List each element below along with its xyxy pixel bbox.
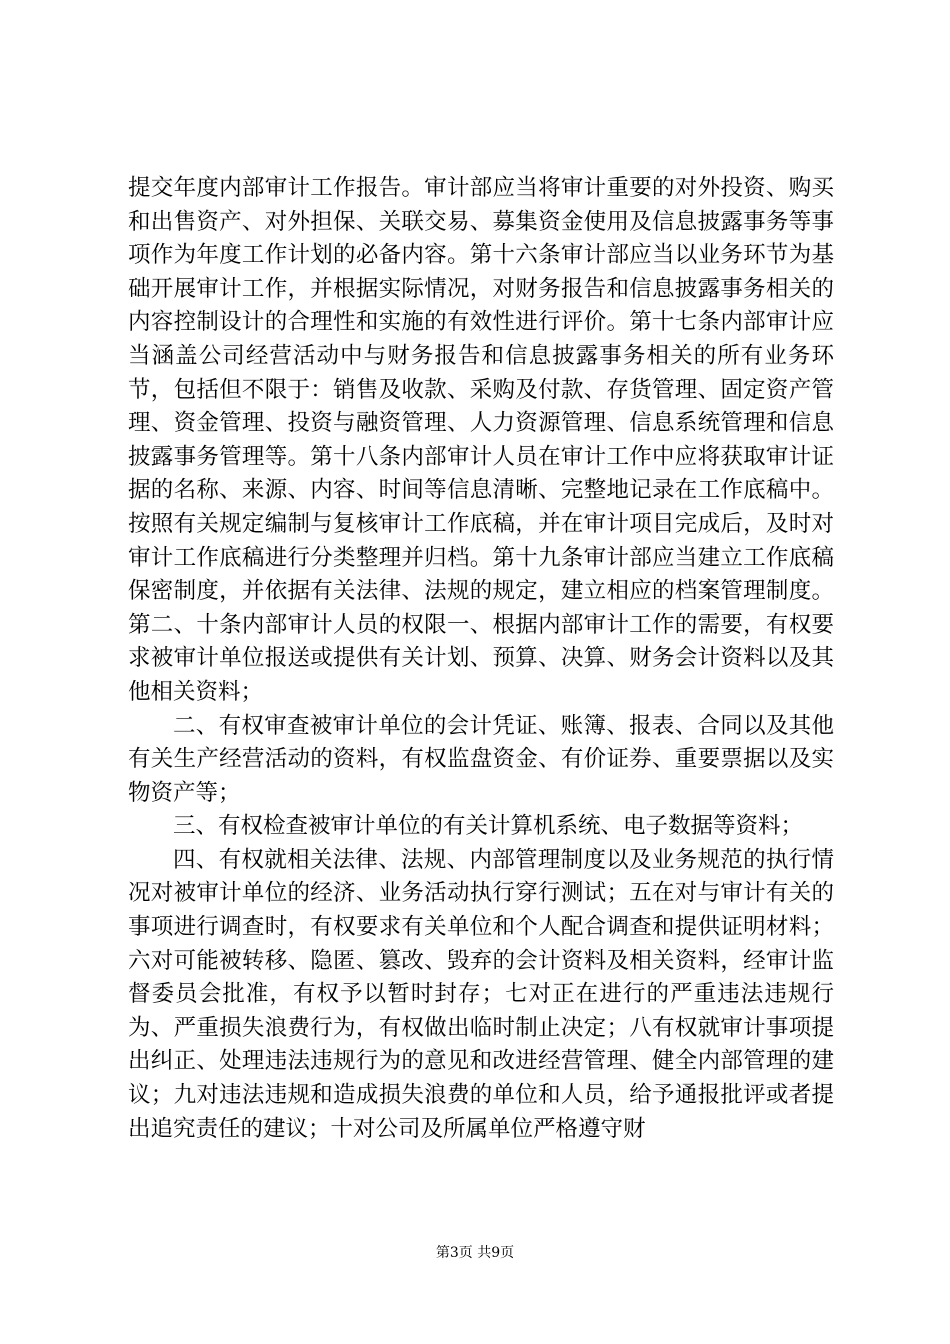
document-body	[128, 172, 834, 1146]
paragraph-3: 三、有权检查被审计单位的有关计算机系统、电子数据等资料；	[173, 813, 804, 840]
paragraph-4: 四、有权就相关法律、法规、内部管理制度以及业务规范的执行情况对被审计单位的经济、业务活动执行穿行测试；五在对与审计有关的事项进行调查时，有权要求有关单位和个人配合调查和提供证明材料；六对可能被转移、隐匿、篡改、毁弃的会计资料及相关资料，经审计监督委员会批准，有权予以暂时封存；七对正在进行的严重违法违规行为、严重损失浪费行为，有权做出临时制止决定；八有权就审计事项提出纠正、处理违法违规行为的意见和改进经营管理、健全内部管理的建议；九对违法违规和造成损失浪费的单位和人员，给予通报批评或者提出追究责任的建议；十对公司及所属单位严格遵守财	[128, 846, 834, 1142]
paragraph-2: 二、有权审查被审计单位的会计凭证、账簿、报表、合同以及其他有关生产经营活动的资料，有权监盘资金、有价证券、重要票据以及实物资产等；	[128, 712, 834, 806]
paragraph-1: 提交年度内部审计工作报告。审计部应当将审计重要的对外投资、购买和出售资产、对外担保、关联交易、募集资金使用及信息披露事务等事项作为年度工作计划的必备内容。第十六条审计部应当以业务环节为基础开展审计工作，并根据实际情况，对财务报告和信息披露事务相关的内容控制设计的合理性和实施的有效性进行评价。第十七条内部审计应当涵盖公司经营活动中与财务报告和信息披露事务相关的所有业务环节，包括但不限于：销售及收款、采购及付款、存货管理、固定资产管理、资金管理、投资与融资管理、人力资源管理、信息系统管理和信息披露事务管理等。第十八条内部审计人员在审计工作中应将获取审计证据的名称、来源、内容、时间等信息清晰、完整地记录在工作底稿中。按照有关规定编制与复核审计工作底稿，并在审计项目完成后，及时对审计工作底稿进行分类整理并归档。第十九条审计部应当建立工作底稿保密制度，并依据有关法律、法规的规定，建立相应的档案管理制度。第二、十条内部审计人员的权限一、根据内部审计工作的需要，有权要求被审计单位报送或提供有关计划、预算、决算、财务会计资料以及其他相关资料；	[128, 175, 834, 705]
page-number-footer: 第3页 共9页	[435, 1245, 515, 1261]
